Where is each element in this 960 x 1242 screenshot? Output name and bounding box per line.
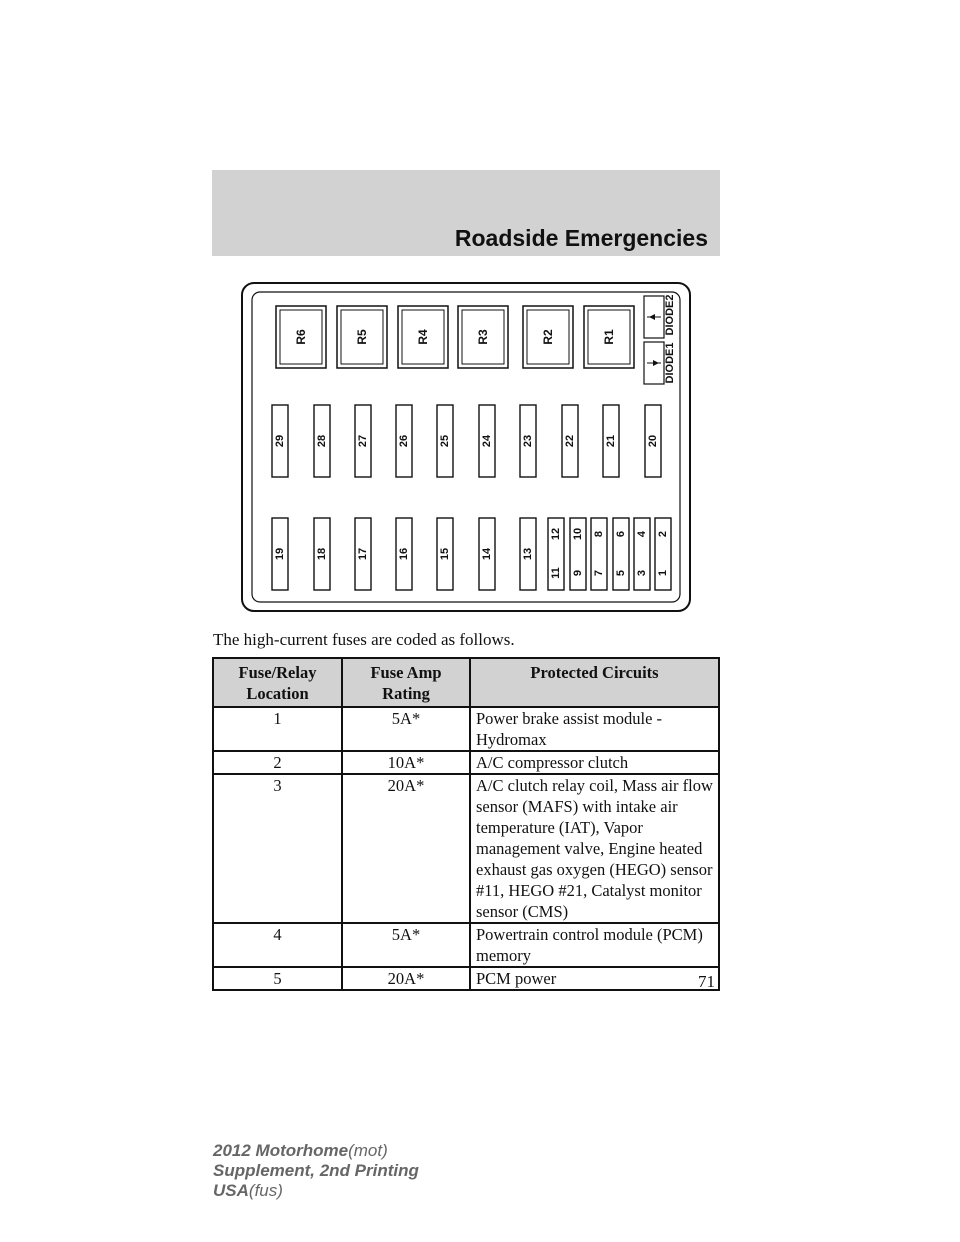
fuse-location: 4: [213, 923, 342, 967]
mini-fuse-slot: [634, 518, 650, 590]
fuse-label: 18: [316, 547, 328, 561]
mini-fuse-slot: [655, 518, 671, 590]
relay-label: R6: [294, 329, 308, 345]
fuse-label: 22: [564, 434, 576, 448]
footer-line-3: [213, 1181, 419, 1201]
relay-label: R4: [416, 329, 430, 345]
footer-line-2: [213, 1161, 419, 1181]
mini-fuse-label: 3: [636, 569, 648, 577]
relay-label: R3: [476, 329, 490, 345]
fuse-rating: 5A*: [342, 923, 470, 967]
column-header-circuits: Protected Circuits: [470, 658, 719, 707]
mini-fuse-label: 9: [572, 569, 584, 577]
protected-circuits: A/C clutch relay coil, Mass air flow sensor (MAFS) with intake air temperature (IAT), Vapor management valve, Engine heated exhaust gas oxygen (HEGO) sensor #11, HEGO #21, Catalyst monitor sensor (CMS): [470, 774, 719, 923]
intro-text: The high-current fuses are coded as follows.: [213, 630, 515, 649]
fuse-label: 29: [274, 434, 286, 448]
section-header-band: [212, 170, 720, 256]
fuse-label: 26: [398, 434, 410, 448]
fuse-table: [212, 657, 720, 991]
mini-fuse-label: 12: [550, 527, 562, 541]
mini-fuse-label: 1: [657, 569, 669, 577]
diode-label: DIODE1: [664, 342, 676, 384]
page-number: 71: [698, 972, 715, 991]
fuse-rating: 5A*: [342, 707, 470, 751]
table-row: [213, 751, 719, 774]
fuse-rating: 20A*: [342, 967, 470, 990]
fuse-label: 27: [357, 434, 369, 448]
table-row: [213, 967, 719, 990]
footer-code: (mot): [348, 1141, 388, 1160]
fuse-label: 13: [522, 547, 534, 561]
fuse-location: 2: [213, 751, 342, 774]
table-row: [213, 774, 719, 923]
fuse-rating: 10A*: [342, 751, 470, 774]
fuse-label: 23: [522, 434, 534, 448]
mini-fuse-label: 2: [657, 530, 669, 538]
fuse-label: 28: [316, 434, 328, 448]
footer-title: 2012 Motorhome: [213, 1141, 349, 1160]
fuse-label: 21: [605, 434, 617, 448]
fuse-label: 14: [481, 547, 493, 561]
footer-region-code: (fus): [248, 1181, 283, 1200]
fuse-rating: 20A*: [342, 774, 470, 923]
protected-circuits: Powertrain control module (PCM) memory: [470, 923, 719, 967]
mini-fuse-slot: [591, 518, 607, 590]
fuse-label: 20: [647, 434, 659, 448]
fuse-location: 3: [213, 774, 342, 923]
protected-circuits: PCM power: [470, 967, 719, 990]
mini-fuse-label: 8: [593, 530, 605, 538]
fuse-label: 16: [398, 547, 410, 561]
relay-label: R5: [355, 329, 369, 345]
diode-label: DIODE2: [664, 294, 676, 336]
footer: [213, 1141, 419, 1201]
fuse-label: 17: [357, 547, 369, 561]
mini-fuse-label: 4: [636, 530, 648, 538]
protected-circuits: Power brake assist module - Hydromax: [470, 707, 719, 751]
footer-printing: Supplement, 2nd Printing: [213, 1161, 419, 1180]
table-row: [213, 923, 719, 967]
footer-region: USA: [213, 1181, 249, 1200]
table-header-row: [213, 658, 719, 707]
fuse-label: 19: [274, 547, 286, 561]
section-title: Roadside Emergencies: [454, 225, 708, 251]
relay-label: R1: [602, 329, 616, 345]
relay-label: R2: [541, 329, 555, 345]
mini-fuse-label: 11: [550, 567, 562, 579]
mini-fuse-label: 6: [615, 530, 627, 538]
column-header-location: Fuse/Relay Location: [213, 658, 342, 707]
fuse-location: 5: [213, 967, 342, 990]
fuse-label: 15: [439, 547, 451, 561]
mini-fuse-slot: [613, 518, 629, 590]
protected-circuits: A/C compressor clutch: [470, 751, 719, 774]
column-header-rating: Fuse Amp Rating: [342, 658, 470, 707]
mini-fuse-label: 7: [593, 569, 605, 577]
fuse-label: 24: [481, 434, 493, 448]
mini-fuse-label: 5: [615, 569, 627, 577]
table-row: [213, 707, 719, 751]
footer-line-1: [213, 1141, 419, 1161]
fuse-label: 25: [439, 434, 451, 448]
mini-fuse-label: 10: [572, 527, 584, 541]
fuse-location: 1: [213, 707, 342, 751]
fuse-panel-diagram: [241, 282, 691, 612]
